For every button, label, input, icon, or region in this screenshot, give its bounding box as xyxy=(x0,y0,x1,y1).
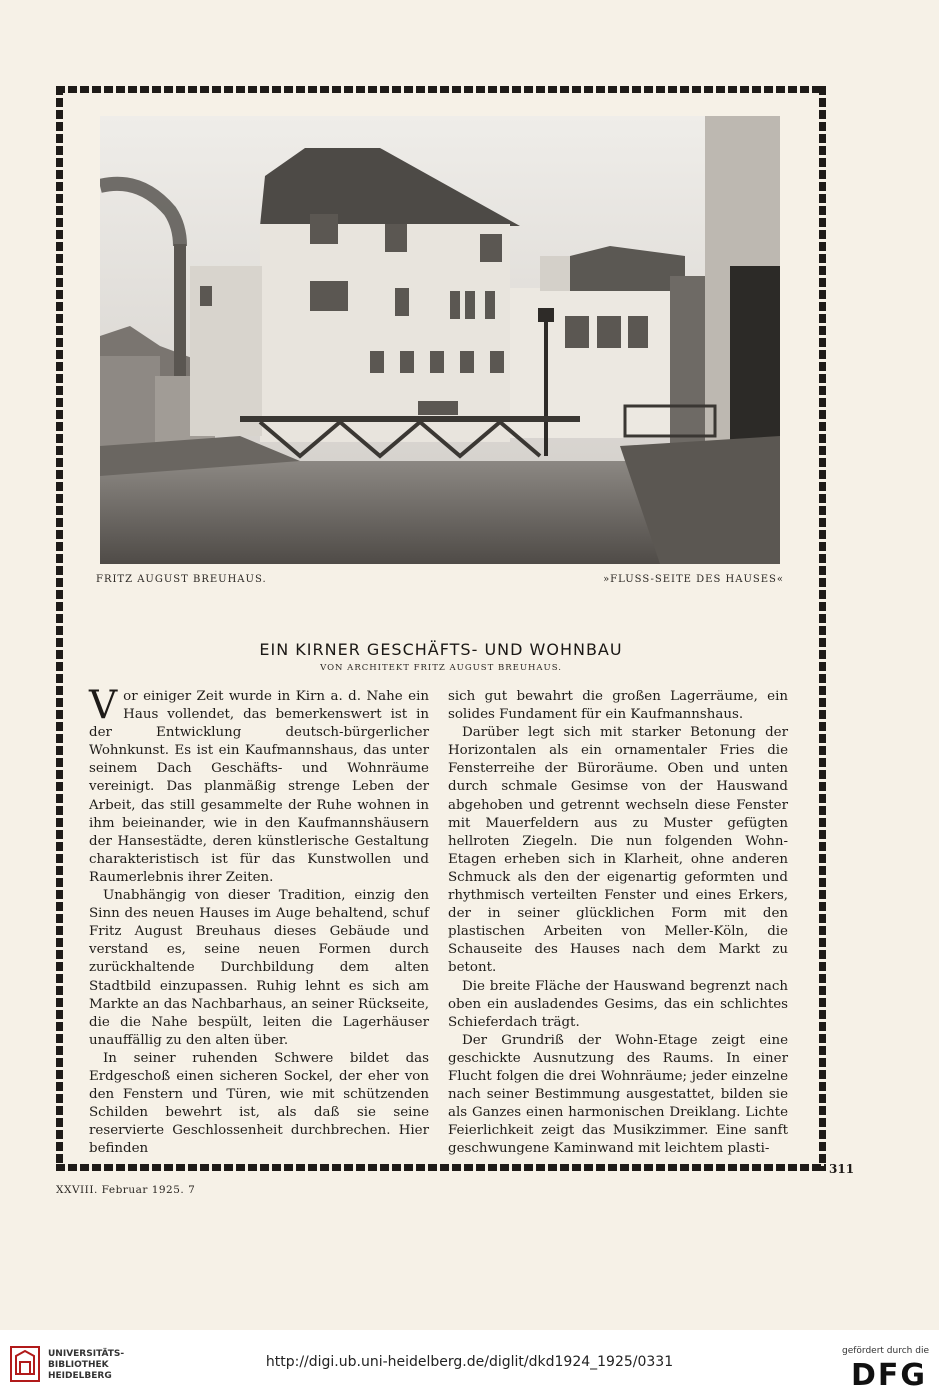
border-right xyxy=(819,86,826,1171)
paragraph: Die breite Fläche der Hauswand begrenzt nach oben ein ausladendes Gesims, das ein schlichtes Schieferdach trägt. xyxy=(448,978,788,1030)
funding-note: gefördert durch die xyxy=(842,1346,929,1356)
dfg-logo[interactable]: DFG xyxy=(850,1358,927,1393)
page-number: 311 xyxy=(829,1162,855,1176)
building-photograph xyxy=(100,116,780,564)
text-column-left xyxy=(89,683,429,1158)
paragraph: In seiner ruhenden Schwere bildet das Erdgeschoß einen sicheren Sockel, der eher von den Fenstern und Türen, wie mit schützenden Schilden bewehrt ist, als daß sie seine reservierte Geschlossenheit durchbrechen. Hier befinden xyxy=(89,1050,429,1157)
paragraph: Darüber legt sich mit starker Betonung der Horizontalen als ein ornamentaler Fries die Fensterreihe der Büroräume. Oben und unten durch schmale Gesimse von der Hauswand abgehoben und getrennt wechseln diese Fenster mit Mauerfeldern aus zu Muster gefügten hellroten Ziegeln. Die nun folgenden Wohn-Etagen erheben sich in Klarheit, ohne anderen Schmuck als den der eigenartig geformten und rhythmisch verteilten Fenster und eines Erkers, der in seiner glücklichen Form mit den plastischen Arbeiten von Meller-Köln, die Schauseite des Hauses nach dem Markt zu betont. xyxy=(448,725,788,976)
university-library-name[interactable]: UNIVERSITÄTS- BIBLIOTHEK HEIDELBERG xyxy=(48,1349,125,1381)
paragraph: Der Grundriß der Wohn-Etage zeigt eine geschickte Ausnutzung des Raums. In einer Flucht folgen die drei Wohnräume; jeder einzelne nach seiner Bestimmung ausgestattet, bilden sie als Ganzes einen harmonischen Dreiklang. Lichte Feierlichkeit zeigt das Musikzimmer. Eine sanft geschwungene Kaminwand mit leichtem plasti- xyxy=(448,1032,788,1157)
border-top xyxy=(56,86,826,93)
paragraph-text: or einiger Zeit wurde in Kirn a. d. Nahe ein Haus vollendet, das bemerkenswert ist in der Entwicklung deutsch-bürgerlicher Wohnkunst. Es ist ein Kaufmannshaus, das unter seinem Dach Geschäfts- und Wohnräume vereinigt. Das planmäßig strenge Leben der Arbeit, das still gesammelte der Ruhe wohnen in ihm beieinander, wie in den Kaufmannshäusern der Hansestädte, deren künstlerische Gestaltung charakteristisch ist für das Kunstwollen und Raumerlebnis ihrer Zeiten. xyxy=(89,689,429,885)
article-byline: VON ARCHITEKT FRITZ AUGUST BREUHAUS. xyxy=(320,663,562,673)
text-column-right xyxy=(448,688,788,1158)
issue-footer: XXVIII. Februar 1925. 7 xyxy=(56,1184,196,1196)
drop-cap: V xyxy=(89,683,118,728)
article-title: EIN KIRNER GESCHÄFTS- UND WOHNBAU xyxy=(259,640,623,659)
photo-caption-subject: »FLUSS-SEITE DES HAUSES« xyxy=(603,574,784,585)
paragraph: Unabhängig von dieser Tradition, einzig den Sinn des neuen Hauses im Auge behaltend, schuf Fritz August Breuhaus dieses Gebäude und verstand es, seine neuen Formen durch zurückhaltende Durchbildung dem alten Stadtbild einzupassen. Ruhig lehnt es sich am Markte an das Nachbarhaus, an seiner Rückseite, die die Nahe bespült, leiten die Lagerhäuser unauffällig zu den alten über. xyxy=(89,888,429,1048)
paragraph xyxy=(89,683,429,887)
digitization-url-link[interactable]: http://digi.ub.uni-heidelberg.de/diglit/dkd1924_1925/0331 xyxy=(265,1354,674,1370)
border-left xyxy=(56,86,63,1171)
border-bottom xyxy=(56,1164,826,1171)
photo-caption-photographer: FRITZ AUGUST BREUHAUS. xyxy=(96,574,267,585)
paragraph: sich gut bewahrt die großen Lagerräume, ein solides Fundament für ein Kaufmannshaus. xyxy=(448,689,788,723)
